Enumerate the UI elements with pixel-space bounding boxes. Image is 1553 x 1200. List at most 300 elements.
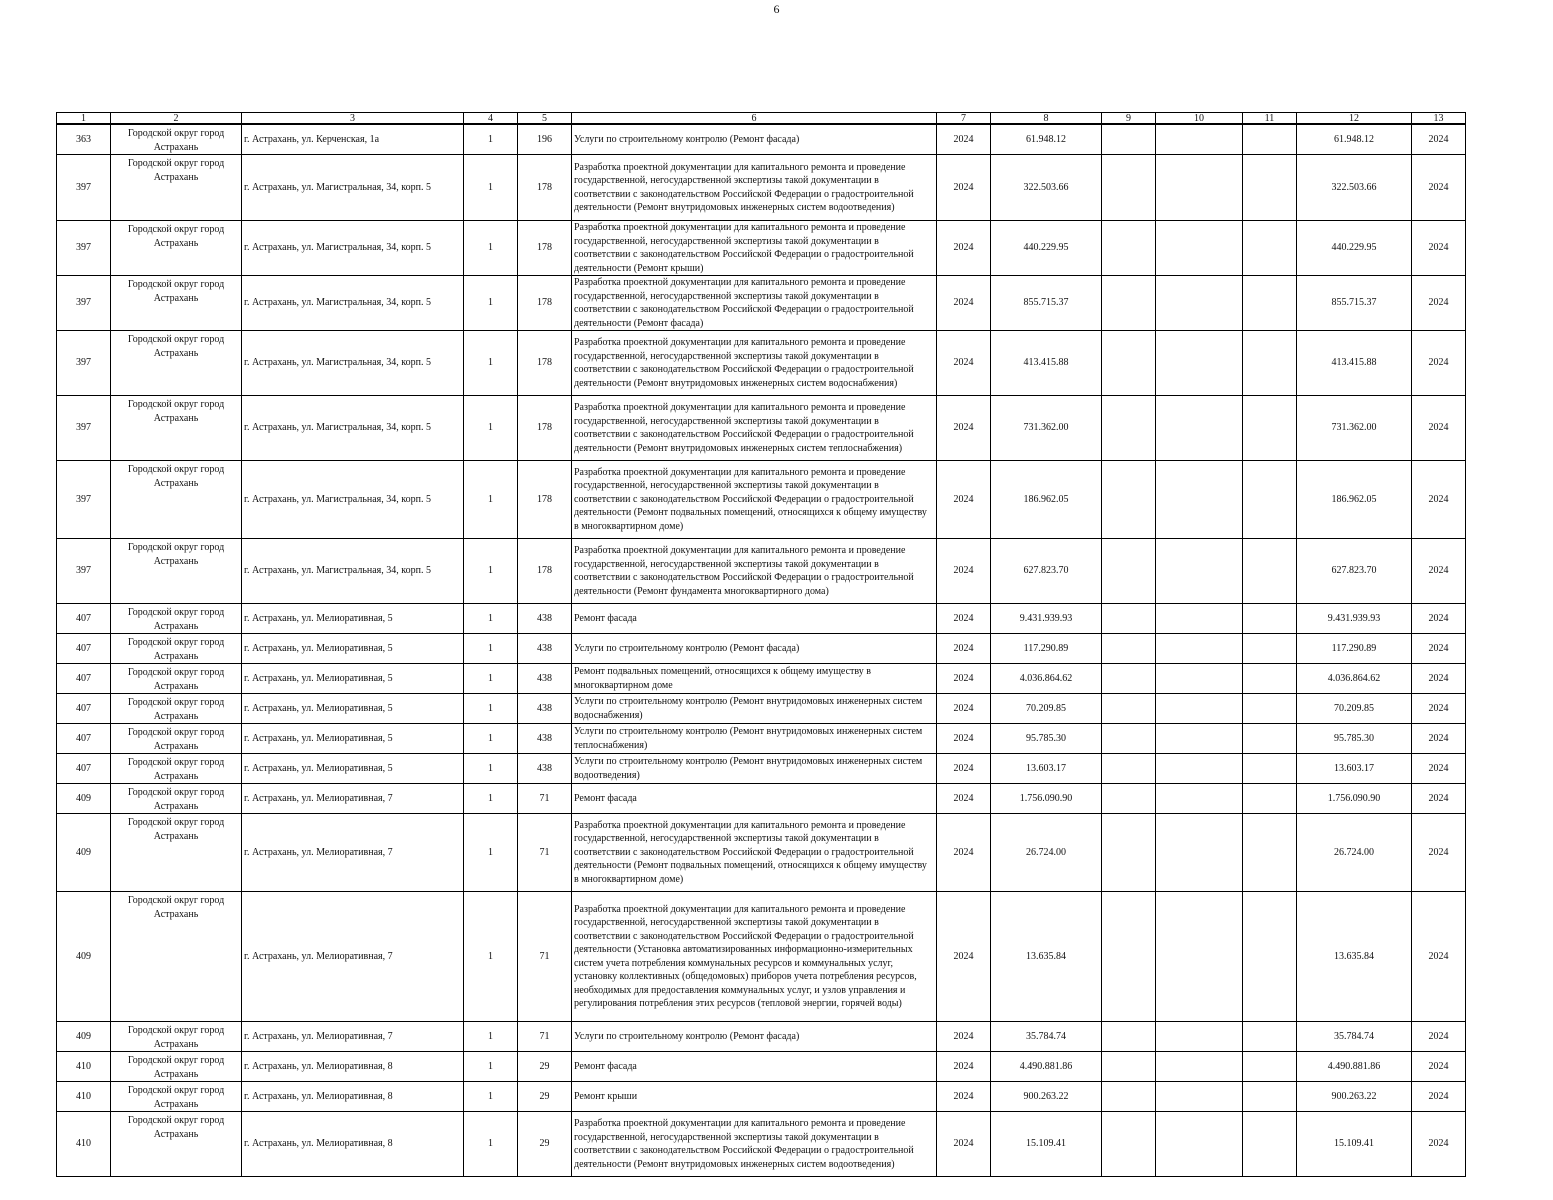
col-10-value (1156, 155, 1243, 221)
total-amount: 70.209.85 (1297, 694, 1412, 724)
col-4-value: 1 (464, 221, 518, 276)
table-row (57, 724, 1466, 754)
row-number: 407 (57, 754, 111, 784)
row-number: 407 (57, 634, 111, 664)
col-9-value (1102, 396, 1156, 461)
col-9-value (1102, 1082, 1156, 1112)
col-4-value: 1 (464, 276, 518, 331)
col-9-value (1102, 634, 1156, 664)
row-number: 407 (57, 694, 111, 724)
col-11-value (1243, 604, 1297, 634)
row-number: 363 (57, 124, 111, 155)
completion-year: 2024 (1412, 694, 1466, 724)
col-10-value (1156, 784, 1243, 814)
row-number: 397 (57, 461, 111, 539)
municipality: Городской округ город Астрахань (111, 664, 242, 694)
table-row (57, 221, 1466, 276)
col-4-value: 1 (464, 814, 518, 892)
municipality: Городской округ город Астрахань (111, 1112, 242, 1177)
year: 2024 (937, 724, 991, 754)
col-9-value (1102, 124, 1156, 155)
col-11-value (1243, 539, 1297, 604)
row-number: 407 (57, 664, 111, 694)
col-5-value: 178 (518, 155, 572, 221)
row-number: 410 (57, 1052, 111, 1082)
address: г. Астрахань, ул. Мелиоративная, 7 (242, 814, 464, 892)
municipality: Городской округ город Астрахань (111, 1022, 242, 1052)
completion-year: 2024 (1412, 331, 1466, 396)
row-number: 409 (57, 892, 111, 1022)
amount: 13.603.17 (991, 754, 1102, 784)
col-10-value (1156, 221, 1243, 276)
row-number: 397 (57, 155, 111, 221)
col-4-value: 1 (464, 664, 518, 694)
total-amount: 440.229.95 (1297, 221, 1412, 276)
total-amount: 117.290.89 (1297, 634, 1412, 664)
col-9-value (1102, 276, 1156, 331)
col-4-value: 1 (464, 634, 518, 664)
col-11-value (1243, 331, 1297, 396)
col-10-value (1156, 1022, 1243, 1052)
row-number: 410 (57, 1112, 111, 1177)
row-number: 407 (57, 724, 111, 754)
col-4-value: 1 (464, 155, 518, 221)
work-description: Услуги по строительному контролю (Ремонт внутридомовых инженерных систем теплоснабжения) (572, 724, 937, 754)
address: г. Астрахань, ул. Мелиоративная, 5 (242, 604, 464, 634)
col-11-value (1243, 1052, 1297, 1082)
amount: 35.784.74 (991, 1022, 1102, 1052)
amount: 26.724.00 (991, 814, 1102, 892)
col-11-value (1243, 664, 1297, 694)
year: 2024 (937, 331, 991, 396)
address: г. Астрахань, ул. Мелиоративная, 8 (242, 1082, 464, 1112)
year: 2024 (937, 694, 991, 724)
col-4-value: 1 (464, 539, 518, 604)
address: г. Астрахань, ул. Магистральная, 34, корп. 5 (242, 155, 464, 221)
amount: 117.290.89 (991, 634, 1102, 664)
total-amount: 731.362.00 (1297, 396, 1412, 461)
completion-year: 2024 (1412, 784, 1466, 814)
col-10-value (1156, 331, 1243, 396)
col-4-value: 1 (464, 124, 518, 155)
address: г. Астрахань, ул. Мелиоративная, 5 (242, 634, 464, 664)
col-10-value (1156, 1112, 1243, 1177)
col-5-value: 178 (518, 331, 572, 396)
year: 2024 (937, 276, 991, 331)
table-row (57, 814, 1466, 892)
total-amount: 322.503.66 (1297, 155, 1412, 221)
col-9-value (1102, 1112, 1156, 1177)
row-number: 410 (57, 1082, 111, 1112)
col-11-value (1243, 724, 1297, 754)
col-11-value (1243, 814, 1297, 892)
work-description: Разработка проектной документации для капитального ремонта и проведение государственной, негосударственной экспертизы такой документации в соответствии с законодательством Российской Федерации о градостроительной деятельности (Ремонт внутридомовых инженерных систем водоснабжения) (572, 331, 937, 396)
col-9-value (1102, 664, 1156, 694)
column-number: 10 (1156, 113, 1243, 125)
table-row (57, 539, 1466, 604)
work-description: Разработка проектной документации для капитального ремонта и проведение государственной, негосударственной экспертизы такой документации в соответствии с законодательством Российской Федерации о градостроительной деятельности (Ремонт крыши) (572, 221, 937, 276)
municipality: Городской округ город Астрахань (111, 1052, 242, 1082)
col-9-value (1102, 814, 1156, 892)
amount: 70.209.85 (991, 694, 1102, 724)
col-11-value (1243, 784, 1297, 814)
completion-year: 2024 (1412, 396, 1466, 461)
work-description: Разработка проектной документации для капитального ремонта и проведение государственной, негосударственной экспертизы такой документации в соответствии с законодательством Российской Федерации о градостроительной деятельности (Ремонт подвальных помещений, относящихся к общему имуществу в многоквартирном доме) (572, 814, 937, 892)
table-row (57, 892, 1466, 1022)
table-row (57, 604, 1466, 634)
total-amount: 15.109.41 (1297, 1112, 1412, 1177)
address: г. Астрахань, ул. Мелиоративная, 5 (242, 694, 464, 724)
municipality: Городской округ город Астрахань (111, 694, 242, 724)
col-4-value: 1 (464, 892, 518, 1022)
total-amount: 413.415.88 (1297, 331, 1412, 396)
col-9-value (1102, 604, 1156, 634)
col-10-value (1156, 396, 1243, 461)
year: 2024 (937, 1082, 991, 1112)
total-amount: 627.823.70 (1297, 539, 1412, 604)
row-number: 397 (57, 539, 111, 604)
col-9-value (1102, 784, 1156, 814)
amount: 13.635.84 (991, 892, 1102, 1022)
col-5-value: 438 (518, 604, 572, 634)
col-10-value (1156, 461, 1243, 539)
col-9-value (1102, 461, 1156, 539)
table-row (57, 331, 1466, 396)
column-number: 8 (991, 113, 1102, 125)
col-10-value (1156, 664, 1243, 694)
total-amount: 13.635.84 (1297, 892, 1412, 1022)
year: 2024 (937, 634, 991, 664)
col-5-value: 178 (518, 276, 572, 331)
col-11-value (1243, 754, 1297, 784)
year: 2024 (937, 1052, 991, 1082)
col-11-value (1243, 124, 1297, 155)
col-5-value: 196 (518, 124, 572, 155)
amount: 900.263.22 (991, 1082, 1102, 1112)
municipality: Городской округ город Астрахань (111, 784, 242, 814)
col-5-value: 438 (518, 724, 572, 754)
total-amount: 9.431.939.93 (1297, 604, 1412, 634)
col-5-value: 178 (518, 539, 572, 604)
col-9-value (1102, 892, 1156, 1022)
municipality: Городской округ город Астрахань (111, 155, 242, 221)
col-4-value: 1 (464, 1082, 518, 1112)
total-amount: 26.724.00 (1297, 814, 1412, 892)
col-5-value: 438 (518, 694, 572, 724)
row-number: 397 (57, 221, 111, 276)
year: 2024 (937, 539, 991, 604)
municipality: Городской округ город Астрахань (111, 331, 242, 396)
col-5-value: 178 (518, 396, 572, 461)
row-number: 409 (57, 784, 111, 814)
col-9-value (1102, 1022, 1156, 1052)
municipality: Городской округ город Астрахань (111, 461, 242, 539)
completion-year: 2024 (1412, 1112, 1466, 1177)
completion-year: 2024 (1412, 221, 1466, 276)
year: 2024 (937, 1022, 991, 1052)
year: 2024 (937, 754, 991, 784)
completion-year: 2024 (1412, 724, 1466, 754)
municipality: Городской округ город Астрахань (111, 604, 242, 634)
table-row (57, 784, 1466, 814)
work-description: Разработка проектной документации для капитального ремонта и проведение государственной, негосударственной экспертизы такой документации в соответствии с законодательством Российской Федерации о градостроительной деятельности (Ремонт фундамента многоквартирного дома) (572, 539, 937, 604)
row-number: 409 (57, 814, 111, 892)
work-description: Разработка проектной документации для капитального ремонта и проведение государственной, негосударственной экспертизы такой документации в соответствии с законодательством Российской Федерации о градостроительной деятельности (Ремонт фасада) (572, 276, 937, 331)
municipality: Городской округ город Астрахань (111, 724, 242, 754)
address: г. Астрахань, ул. Мелиоративная, 7 (242, 1022, 464, 1052)
table-row (57, 694, 1466, 724)
col-10-value (1156, 634, 1243, 664)
table-row (57, 461, 1466, 539)
col-4-value: 1 (464, 1022, 518, 1052)
col-11-value (1243, 892, 1297, 1022)
municipality: Городской округ город Астрахань (111, 754, 242, 784)
address: г. Астрахань, ул. Магистральная, 34, корп. 5 (242, 396, 464, 461)
work-description: Услуги по строительному контролю (Ремонт фасада) (572, 634, 937, 664)
col-5-value: 71 (518, 892, 572, 1022)
column-number: 6 (572, 113, 937, 125)
amount: 440.229.95 (991, 221, 1102, 276)
col-11-value (1243, 461, 1297, 539)
amount: 322.503.66 (991, 155, 1102, 221)
address: г. Астрахань, ул. Мелиоративная, 8 (242, 1052, 464, 1082)
completion-year: 2024 (1412, 814, 1466, 892)
table-row (57, 1112, 1466, 1177)
address: г. Астрахань, ул. Магистральная, 34, корп. 5 (242, 331, 464, 396)
col-4-value: 1 (464, 1052, 518, 1082)
col-11-value (1243, 694, 1297, 724)
row-number: 397 (57, 276, 111, 331)
col-10-value (1156, 1052, 1243, 1082)
address: г. Астрахань, ул. Магистральная, 34, корп. 5 (242, 539, 464, 604)
col-4-value: 1 (464, 724, 518, 754)
year: 2024 (937, 396, 991, 461)
completion-year: 2024 (1412, 1052, 1466, 1082)
municipality: Городской округ город Астрахань (111, 396, 242, 461)
table-row (57, 155, 1466, 221)
col-4-value: 1 (464, 754, 518, 784)
col-10-value (1156, 724, 1243, 754)
col-11-value (1243, 221, 1297, 276)
amount: 1.756.090.90 (991, 784, 1102, 814)
col-11-value (1243, 1082, 1297, 1112)
total-amount: 61.948.12 (1297, 124, 1412, 155)
column-number: 11 (1243, 113, 1297, 125)
table-row (57, 1082, 1466, 1112)
work-description: Ремонт подвальных помещений, относящихся к общему имуществу в многоквартирном доме (572, 664, 937, 694)
amount: 731.362.00 (991, 396, 1102, 461)
total-amount: 186.962.05 (1297, 461, 1412, 539)
year: 2024 (937, 814, 991, 892)
municipality: Городской округ город Астрахань (111, 276, 242, 331)
amount: 627.823.70 (991, 539, 1102, 604)
amount: 186.962.05 (991, 461, 1102, 539)
work-description: Разработка проектной документации для капитального ремонта и проведение государственной, негосударственной экспертизы такой документации в соответствии с законодательством Российской Федерации о градостроительной деятельности (Ремонт внутридомовых инженерных систем водоотведения) (572, 1112, 937, 1177)
year: 2024 (937, 892, 991, 1022)
year: 2024 (937, 221, 991, 276)
year: 2024 (937, 124, 991, 155)
col-10-value (1156, 814, 1243, 892)
column-number: 12 (1297, 113, 1412, 125)
col-5-value: 29 (518, 1082, 572, 1112)
col-4-value: 1 (464, 396, 518, 461)
completion-year: 2024 (1412, 754, 1466, 784)
col-11-value (1243, 155, 1297, 221)
col-5-value: 71 (518, 784, 572, 814)
municipality: Городской округ город Астрахань (111, 1082, 242, 1112)
completion-year: 2024 (1412, 155, 1466, 221)
address: г. Астрахань, ул. Магистральная, 34, корп. 5 (242, 276, 464, 331)
col-9-value (1102, 155, 1156, 221)
completion-year: 2024 (1412, 604, 1466, 634)
table-row (57, 754, 1466, 784)
capital-repair-table (56, 112, 1466, 1177)
total-amount: 4.036.864.62 (1297, 664, 1412, 694)
col-9-value (1102, 724, 1156, 754)
year: 2024 (937, 664, 991, 694)
table-row (57, 1022, 1466, 1052)
work-description: Разработка проектной документации для капитального ремонта и проведение государственной, негосударственной экспертизы такой документации в соответствии с законодательством Российской Федерации о градостроительной деятельности (Ремонт внутридомовых инженерных систем теплоснабжения) (572, 396, 937, 461)
municipality: Городской округ город Астрахань (111, 221, 242, 276)
amount: 61.948.12 (991, 124, 1102, 155)
municipality: Городской округ город Астрахань (111, 124, 242, 155)
col-9-value (1102, 1052, 1156, 1082)
col-11-value (1243, 396, 1297, 461)
work-description: Ремонт фасада (572, 1052, 937, 1082)
table-row (57, 396, 1466, 461)
table-row (57, 276, 1466, 331)
col-4-value: 1 (464, 1112, 518, 1177)
completion-year: 2024 (1412, 1022, 1466, 1052)
total-amount: 4.490.881.86 (1297, 1052, 1412, 1082)
work-description: Ремонт крыши (572, 1082, 937, 1112)
amount: 4.036.864.62 (991, 664, 1102, 694)
column-number: 13 (1412, 113, 1466, 125)
col-4-value: 1 (464, 461, 518, 539)
column-number: 5 (518, 113, 572, 125)
address: г. Астрахань, ул. Мелиоративная, 5 (242, 724, 464, 754)
col-4-value: 1 (464, 604, 518, 634)
col-9-value (1102, 539, 1156, 604)
address: г. Астрахань, ул. Мелиоративная, 5 (242, 754, 464, 784)
col-5-value: 29 (518, 1052, 572, 1082)
total-amount: 855.715.37 (1297, 276, 1412, 331)
col-4-value: 1 (464, 331, 518, 396)
address: г. Астрахань, ул. Магистральная, 34, корп. 5 (242, 461, 464, 539)
municipality: Городской округ город Астрахань (111, 814, 242, 892)
col-9-value (1102, 331, 1156, 396)
col-10-value (1156, 604, 1243, 634)
col-9-value (1102, 221, 1156, 276)
col-11-value (1243, 634, 1297, 664)
col-11-value (1243, 1112, 1297, 1177)
col-11-value (1243, 1022, 1297, 1052)
year: 2024 (937, 784, 991, 814)
year: 2024 (937, 461, 991, 539)
work-description: Разработка проектной документации для капитального ремонта и проведение государственной, негосударственной экспертизы такой документации в соответствии с законодательством Российской Федерации о градостроительной деятельности (Ремонт подвальных помещений, относящихся к общему имуществу в многоквартирном доме) (572, 461, 937, 539)
column-number-row (57, 113, 1466, 125)
col-11-value (1243, 276, 1297, 331)
column-number: 9 (1102, 113, 1156, 125)
row-number: 407 (57, 604, 111, 634)
total-amount: 35.784.74 (1297, 1022, 1412, 1052)
work-description: Услуги по строительному контролю (Ремонт внутридомовых инженерных систем водоотведения) (572, 754, 937, 784)
total-amount: 13.603.17 (1297, 754, 1412, 784)
col-10-value (1156, 754, 1243, 784)
col-10-value (1156, 124, 1243, 155)
col-5-value: 438 (518, 634, 572, 664)
address: г. Астрахань, ул. Магистральная, 34, корп. 5 (242, 221, 464, 276)
row-number: 397 (57, 396, 111, 461)
column-number: 1 (57, 113, 111, 125)
col-5-value: 438 (518, 754, 572, 784)
col-10-value (1156, 276, 1243, 331)
work-description: Услуги по строительному контролю (Ремонт фасада) (572, 124, 937, 155)
col-10-value (1156, 1082, 1243, 1112)
col-10-value (1156, 892, 1243, 1022)
col-5-value: 71 (518, 1022, 572, 1052)
completion-year: 2024 (1412, 634, 1466, 664)
amount: 4.490.881.86 (991, 1052, 1102, 1082)
year: 2024 (937, 1112, 991, 1177)
col-4-value: 1 (464, 784, 518, 814)
col-5-value: 29 (518, 1112, 572, 1177)
address: г. Астрахань, ул. Керченская, 1а (242, 124, 464, 155)
col-9-value (1102, 694, 1156, 724)
address: г. Астрахань, ул. Мелиоративная, 7 (242, 784, 464, 814)
amount: 15.109.41 (991, 1112, 1102, 1177)
row-number: 409 (57, 1022, 111, 1052)
completion-year: 2024 (1412, 539, 1466, 604)
work-description: Ремонт фасада (572, 604, 937, 634)
table-row (57, 664, 1466, 694)
municipality: Городской округ город Астрахань (111, 539, 242, 604)
completion-year: 2024 (1412, 1082, 1466, 1112)
page-number: 6 (773, 2, 780, 16)
col-9-value (1102, 754, 1156, 784)
column-number: 7 (937, 113, 991, 125)
year: 2024 (937, 155, 991, 221)
column-number: 4 (464, 113, 518, 125)
col-5-value: 178 (518, 461, 572, 539)
completion-year: 2024 (1412, 664, 1466, 694)
work-description: Разработка проектной документации для капитального ремонта и проведение государственной, негосударственной экспертизы такой документации в соответствии с законодательством Российской Федерации о градостроительной деятельности (Установка автоматизированных информационно-измерительных систем учета потребления коммунальных ресурсов и коммунальных услуг, установку коллективных (общедомовых) приборов учета потребления ресурсов, необходимых для предоставления коммунальных услуг, и узлов управления и регулирования потребления этих ресурсов (тепловой энергии, горячей воды) (572, 892, 937, 1022)
completion-year: 2024 (1412, 276, 1466, 331)
amount: 855.715.37 (991, 276, 1102, 331)
municipality: Городской округ город Астрахань (111, 892, 242, 1022)
table-row (57, 124, 1466, 155)
work-description: Разработка проектной документации для капитального ремонта и проведение государственной, негосударственной экспертизы такой документации в соответствии с законодательством Российской Федерации о градостроительной деятельности (Ремонт внутридомовых инженерных систем водоотведения) (572, 155, 937, 221)
col-10-value (1156, 694, 1243, 724)
row-number: 397 (57, 331, 111, 396)
total-amount: 900.263.22 (1297, 1082, 1412, 1112)
completion-year: 2024 (1412, 461, 1466, 539)
amount: 95.785.30 (991, 724, 1102, 754)
completion-year: 2024 (1412, 124, 1466, 155)
table-row (57, 1052, 1466, 1082)
total-amount: 1.756.090.90 (1297, 784, 1412, 814)
col-5-value: 178 (518, 221, 572, 276)
address: г. Астрахань, ул. Мелиоративная, 7 (242, 892, 464, 1022)
col-4-value: 1 (464, 694, 518, 724)
address: г. Астрахань, ул. Мелиоративная, 5 (242, 664, 464, 694)
total-amount: 95.785.30 (1297, 724, 1412, 754)
table-row (57, 634, 1466, 664)
completion-year: 2024 (1412, 892, 1466, 1022)
column-number: 3 (242, 113, 464, 125)
col-10-value (1156, 539, 1243, 604)
work-description: Ремонт фасада (572, 784, 937, 814)
